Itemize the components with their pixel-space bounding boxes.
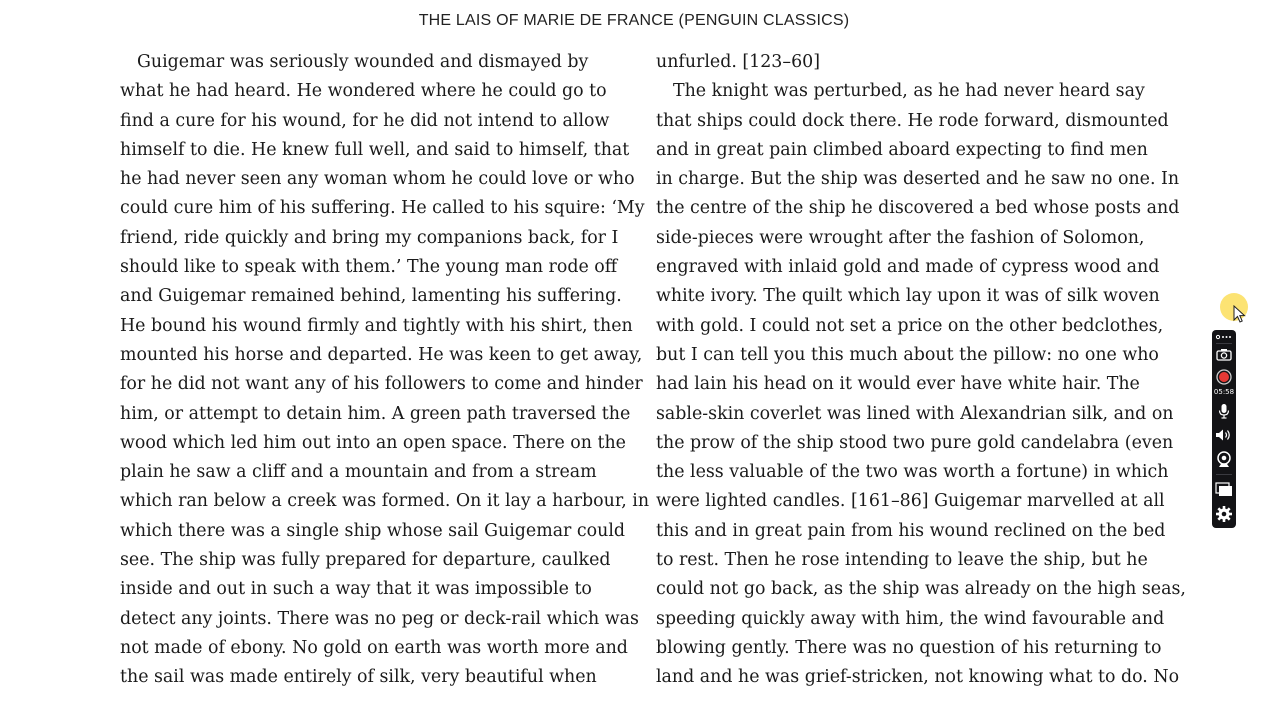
text-line: side-pieces were wrought after the fashion of Solomon, <box>656 227 1145 248</box>
text-line: He bound his wound firmly and tightly with his shirt, then <box>120 315 633 336</box>
drag-handle[interactable] <box>1212 332 1236 342</box>
text-line: which there was a single ship whose sail Guigemar could <box>120 520 626 541</box>
text-line: blowing gently. There was no question of his returning to <box>656 637 1162 658</box>
microphone-icon <box>1218 403 1230 419</box>
text-line: wood which led him out into an open space. There on the <box>120 432 626 453</box>
text-line: he had never seen any woman whom he could love or who <box>120 169 635 190</box>
text-line: white ivory. The quilt which lay upon it was of silk woven <box>656 286 1160 307</box>
text-line: which ran below a creek was formed. On it lay a harbour, in <box>120 491 650 512</box>
gear-icon <box>1215 505 1233 523</box>
system-audio-button[interactable] <box>1212 426 1236 444</box>
text-line: The knight was perturbed, as he had never heard say <box>673 81 1145 102</box>
text-line: mounted his horse and departed. He was keen to get away, <box>120 344 643 365</box>
text-line: unfurled. [123–60] <box>656 52 820 72</box>
speaker-icon <box>1215 428 1233 442</box>
text-line: for he did not want any of his followers to come and hinder <box>120 374 643 395</box>
microphone-button[interactable] <box>1212 402 1236 420</box>
text-line: could not go back, as the ship was already on the high seas, <box>656 579 1186 600</box>
text-line: what he had heard. He wondered where he could go to <box>120 81 607 102</box>
page-left-column <box>120 48 650 693</box>
screenshot-button[interactable] <box>1212 346 1236 362</box>
text-line: sable-skin coverlet was lined with Alexandrian silk, and on <box>656 403 1174 424</box>
text-line: inside and out in such a way that it was impossible to <box>120 579 592 600</box>
text-line: this and in great pain from his wound reclined on the bed <box>656 520 1166 541</box>
text-line: but I can tell you this much about the pillow: no one who <box>656 344 1159 365</box>
text-line: land and he was grief-stricken, not knowing what to do. No <box>656 667 1180 688</box>
text-line: were lighted candles. [161–86] Guigemar marvelled at all <box>656 491 1165 512</box>
text-line: friend, ride quickly and bring my companions back, for I <box>120 227 619 248</box>
text-line: the sail was made entirely of silk, very beautiful when <box>120 667 597 688</box>
drag-handle-icon <box>1215 334 1233 340</box>
text-line: not made of ebony. No gold on earth was worth more and <box>120 637 628 658</box>
text-line: himself to die. He knew full well, and said to himself, that <box>120 139 630 160</box>
screen-recorder-toolbar <box>1212 330 1236 528</box>
text-line: speeding quickly away with him, the wind favourable and <box>656 608 1165 629</box>
webcam-icon <box>1216 451 1232 469</box>
settings-button[interactable] <box>1212 504 1236 524</box>
text-line: find a cure for his wound, for he did not intend to allow <box>120 110 610 131</box>
text-line: the prow of the ship stood two pure gold candelabra (even <box>656 432 1174 453</box>
text-line: could cure him of his suffering. He called to his squire: ‘My <box>120 198 645 219</box>
record-icon <box>1216 369 1232 385</box>
text-line: and in great pain climbed aboard expecting to find men <box>656 139 1148 160</box>
window-capture-button[interactable] <box>1212 480 1236 498</box>
text-line: see. The ship was fully prepared for departure, caulked <box>120 550 611 571</box>
record-button[interactable] <box>1212 368 1236 386</box>
text-line: the less valuable of the two was worth a fortune) in which <box>656 462 1169 483</box>
recording-timer: 05:58 <box>1213 388 1235 396</box>
text-line: him, or attempt to detain him. A green path traversed the <box>120 403 631 424</box>
book-title: THE LAIS OF MARIE DE FRANCE (PENGUIN CLASSICS) <box>418 12 850 29</box>
text-line: had lain his head on it would ever have white hair. The <box>656 374 1140 395</box>
text-line: Guigemar was seriously wounded and dismayed by <box>137 52 589 72</box>
mouse-pointer-icon <box>1233 305 1247 323</box>
text-line: that ships could dock there. He rode forward, dismounted <box>656 110 1169 131</box>
text-line: and Guigemar remained behind, lamenting his suffering. <box>120 286 622 307</box>
text-line: to rest. Then he rose intending to leave the ship, but he <box>656 550 1148 571</box>
webcam-button[interactable] <box>1212 450 1236 470</box>
text-line: the centre of the ship he discovered a bed whose posts and <box>656 198 1180 219</box>
text-line: should like to speak with them.’ The young man rode off <box>120 257 618 278</box>
camera-icon <box>1216 348 1232 361</box>
text-line: engraved with inlaid gold and made of cypress wood and <box>656 257 1160 278</box>
text-line: detect any joints. There was no peg or deck-rail which was <box>120 608 639 629</box>
text-line: plain he saw a cliff and a mountain and from a stream <box>120 462 597 483</box>
text-line: with gold. I could not set a price on the other bedclothes, <box>656 315 1164 336</box>
window-capture-icon <box>1215 482 1233 497</box>
page-right-column <box>656 48 1186 693</box>
text-line: in charge. But the ship was deserted and he saw no one. In <box>656 169 1180 190</box>
